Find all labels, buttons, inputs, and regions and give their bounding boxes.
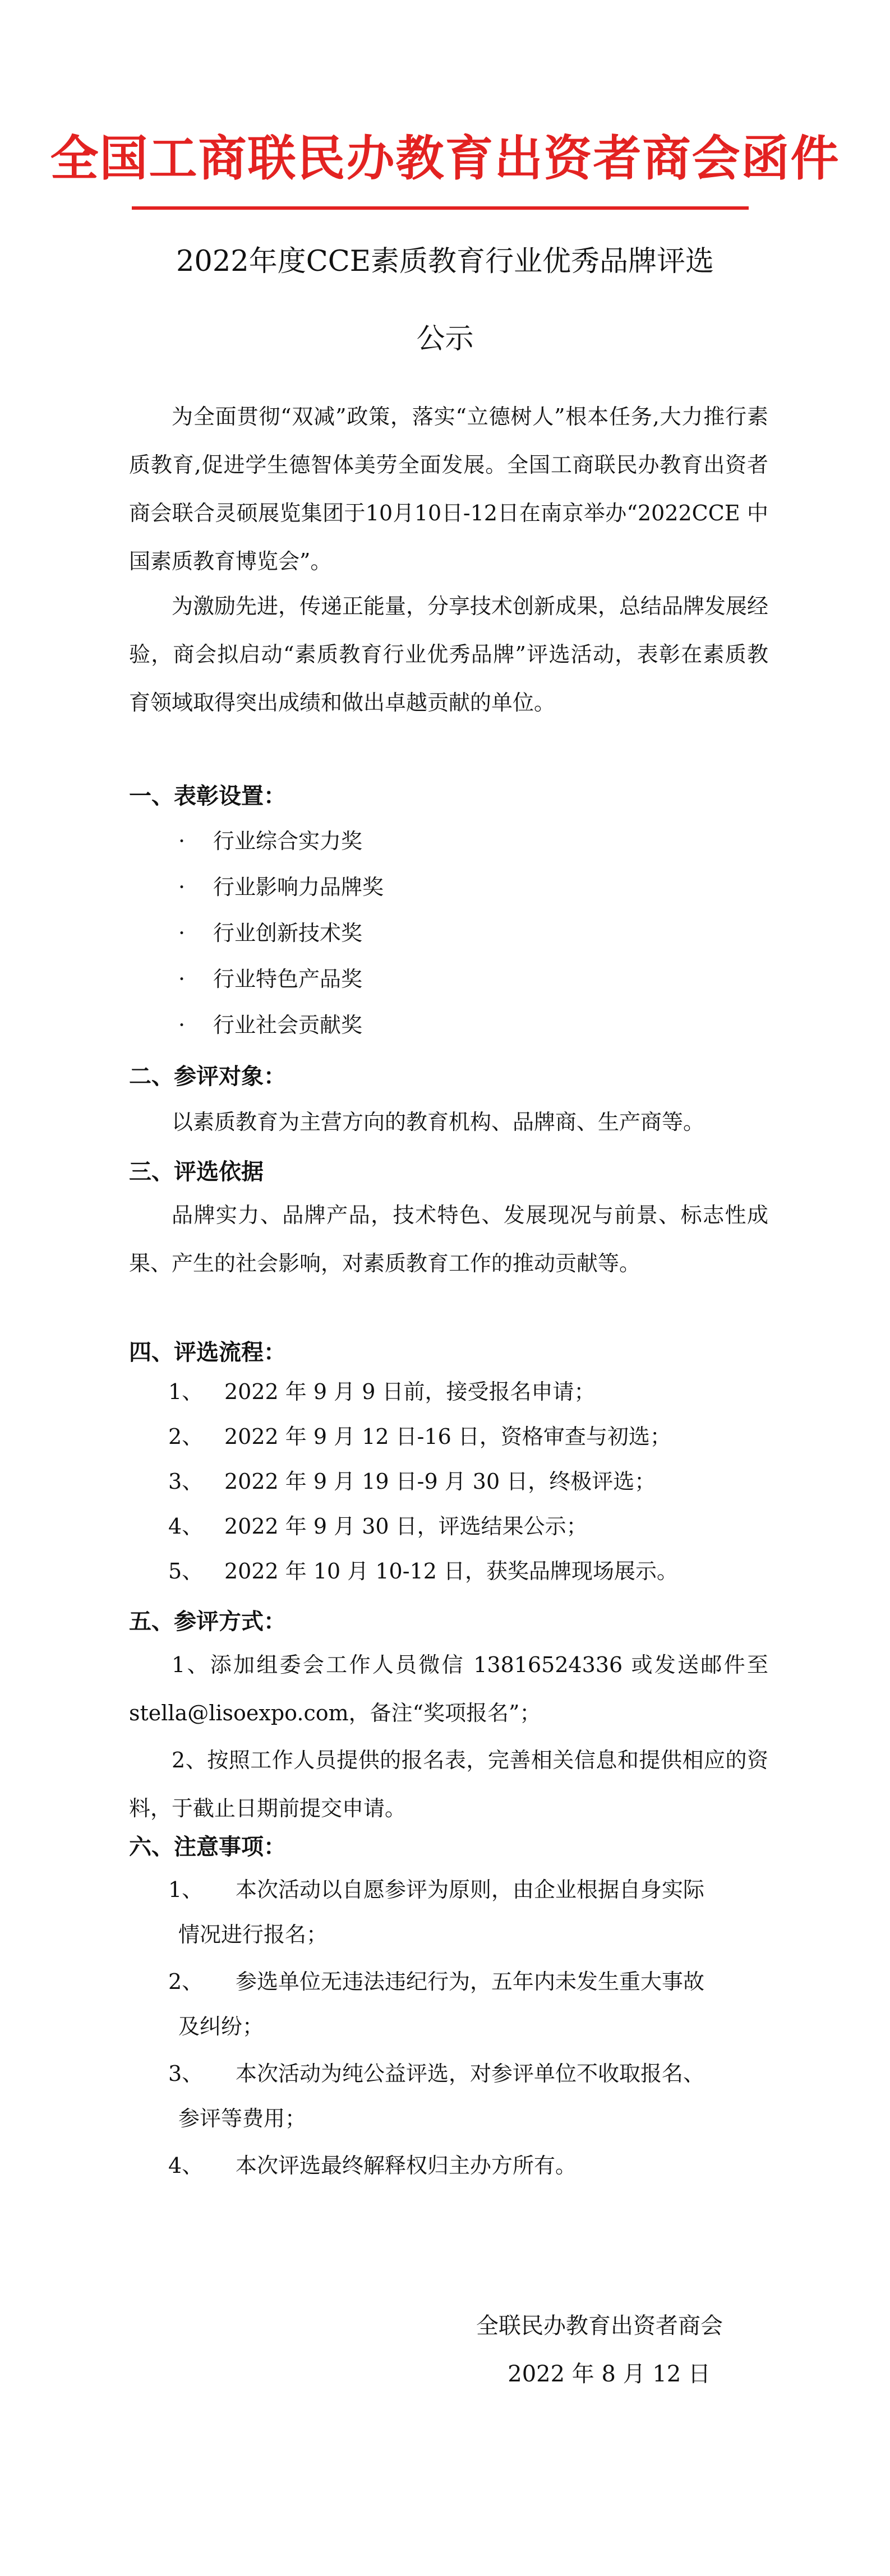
- item-number: 2、: [168, 1424, 204, 1449]
- item-text: 参评等费用；: [178, 2106, 307, 2131]
- letterhead-red-rule: [132, 206, 749, 210]
- list-item: [0, 1873, 890, 1906]
- list-item: [0, 2057, 890, 2090]
- item-number: 1、: [168, 1877, 204, 1902]
- item-number: 4、: [168, 1514, 204, 1539]
- bullet-icon: ·: [178, 1013, 186, 1037]
- award-item-text: 行业影响力品牌奖: [213, 875, 384, 899]
- list-item-continuation: [0, 1918, 890, 1951]
- section-heading-criteria: 三、评选依据: [129, 1158, 264, 1185]
- list-item: [0, 2149, 890, 2182]
- method-paragraph-1: 1、添加组委会工作人员微信 13816524336 或发送邮件至 stella@lisoexpo.com，备注“奖项报名”；: [129, 1652, 768, 1725]
- criteria-text: 品牌实力、品牌产品，技术特色、发展现况与前景、标志性成果、产生的社会影响，对素质教育工作的推动贡献等。: [129, 1203, 768, 1276]
- list-item-continuation: [0, 2010, 890, 2043]
- list-item: [0, 870, 890, 904]
- item-text: 2022 年 9 月 9 日前，接受报名申请；: [224, 1379, 596, 1404]
- bullet-icon: ·: [178, 875, 186, 899]
- section-heading-notes: 六、注意事项：: [129, 1834, 286, 1860]
- document-subtitle: 公示: [416, 322, 474, 356]
- list-item-continuation: [0, 2102, 890, 2135]
- list-item: [0, 1509, 890, 1543]
- item-text: 情况进行报名；: [178, 1922, 328, 1947]
- section-heading-process: 四、评选流程：: [129, 1339, 286, 1365]
- signature-organization: 全联民办教育出资者商会: [476, 2313, 723, 2339]
- item-number: 2、: [168, 1969, 204, 1994]
- award-item-text: 行业创新技术奖: [213, 921, 363, 945]
- section-heading-method: 五、参评方式：: [129, 1608, 286, 1635]
- item-text: 参选单位无违法违纪行为，五年内未发生重大事故: [236, 1969, 705, 1994]
- item-text: 本次活动以自愿参评为原则，由企业根据自身实际: [236, 1877, 705, 1902]
- award-item-text: 行业特色产品奖: [213, 967, 363, 991]
- item-number: 5、: [168, 1559, 204, 1584]
- section-heading-participants: 二、参评对象：: [129, 1063, 286, 1090]
- item-text: 2022 年 9 月 30 日，评选结果公示；: [224, 1514, 588, 1539]
- item-text: 2022 年 10 月 10-12 日，获奖品牌现场展示。: [224, 1559, 679, 1584]
- award-item-text: 行业综合实力奖: [213, 829, 363, 853]
- list-item: [0, 1375, 890, 1409]
- item-number: 3、: [168, 1469, 204, 1494]
- bullet-icon: ·: [178, 967, 186, 991]
- section-heading-awards: 一、表彰设置：: [129, 783, 286, 809]
- signature-date: 2022 年 8 月 12 日: [508, 2361, 711, 2387]
- participants-text: 以素质教育为主营方向的教育机构、品牌商、生产商等。: [172, 1110, 705, 1134]
- bullet-icon: ·: [178, 921, 186, 945]
- item-number: 1、: [168, 1379, 204, 1404]
- item-text: 及纠纷；: [178, 2014, 264, 2039]
- list-item: [0, 916, 890, 950]
- bullet-icon: ·: [178, 829, 186, 853]
- item-text: 2022 年 9 月 19 日-9 月 30 日，终极评选；: [224, 1469, 656, 1494]
- item-number: 3、: [168, 2061, 204, 2086]
- list-item: [0, 824, 890, 858]
- list-item: [0, 1008, 890, 1042]
- letterhead-title: 全国工商联民办教育出资者商会函件: [50, 130, 840, 187]
- item-number: 4、: [168, 2153, 204, 2178]
- list-item: [0, 1420, 890, 1453]
- item-text: 本次活动为纯公益评选，对参评单位不收取报名、: [236, 2061, 705, 2086]
- intro-paragraph-1: 为全面贯彻“双减”政策，落实“立德树人”根本任务,大力推行素质教育,促进学生德智体美劳全面发展。全国工商联民办教育出资者商会联合灵硕展览集团于10月10日-12日在南京举办“2022CCE 中国素质教育博览会”。: [129, 404, 768, 574]
- intro-paragraph-2: 为激励先进，传递正能量，分享技术创新成果，总结品牌发展经验，商会拟启动“素质教育行业优秀品牌”评选活动，表彰在素质教育领域取得突出成绩和做出卓越贡献的单位。: [129, 594, 769, 715]
- method-paragraph-2: 2、按照工作人员提供的报名表，完善相关信息和提供相应的资料，于截止日期前提交申请。: [129, 1748, 768, 1821]
- list-item: [0, 1965, 890, 1998]
- item-text: 本次评选最终解释权归主办方所有。: [236, 2153, 577, 2178]
- list-item: [0, 1465, 890, 1498]
- item-text: 2022 年 9 月 12 日-16 日，资格审查与初选；: [224, 1424, 671, 1449]
- list-item: [0, 1554, 890, 1588]
- award-item-text: 行业社会贡献奖: [213, 1013, 363, 1037]
- list-item: [0, 962, 890, 996]
- document-title: 2022年度CCE素质教育行业优秀品牌评选: [176, 245, 714, 278]
